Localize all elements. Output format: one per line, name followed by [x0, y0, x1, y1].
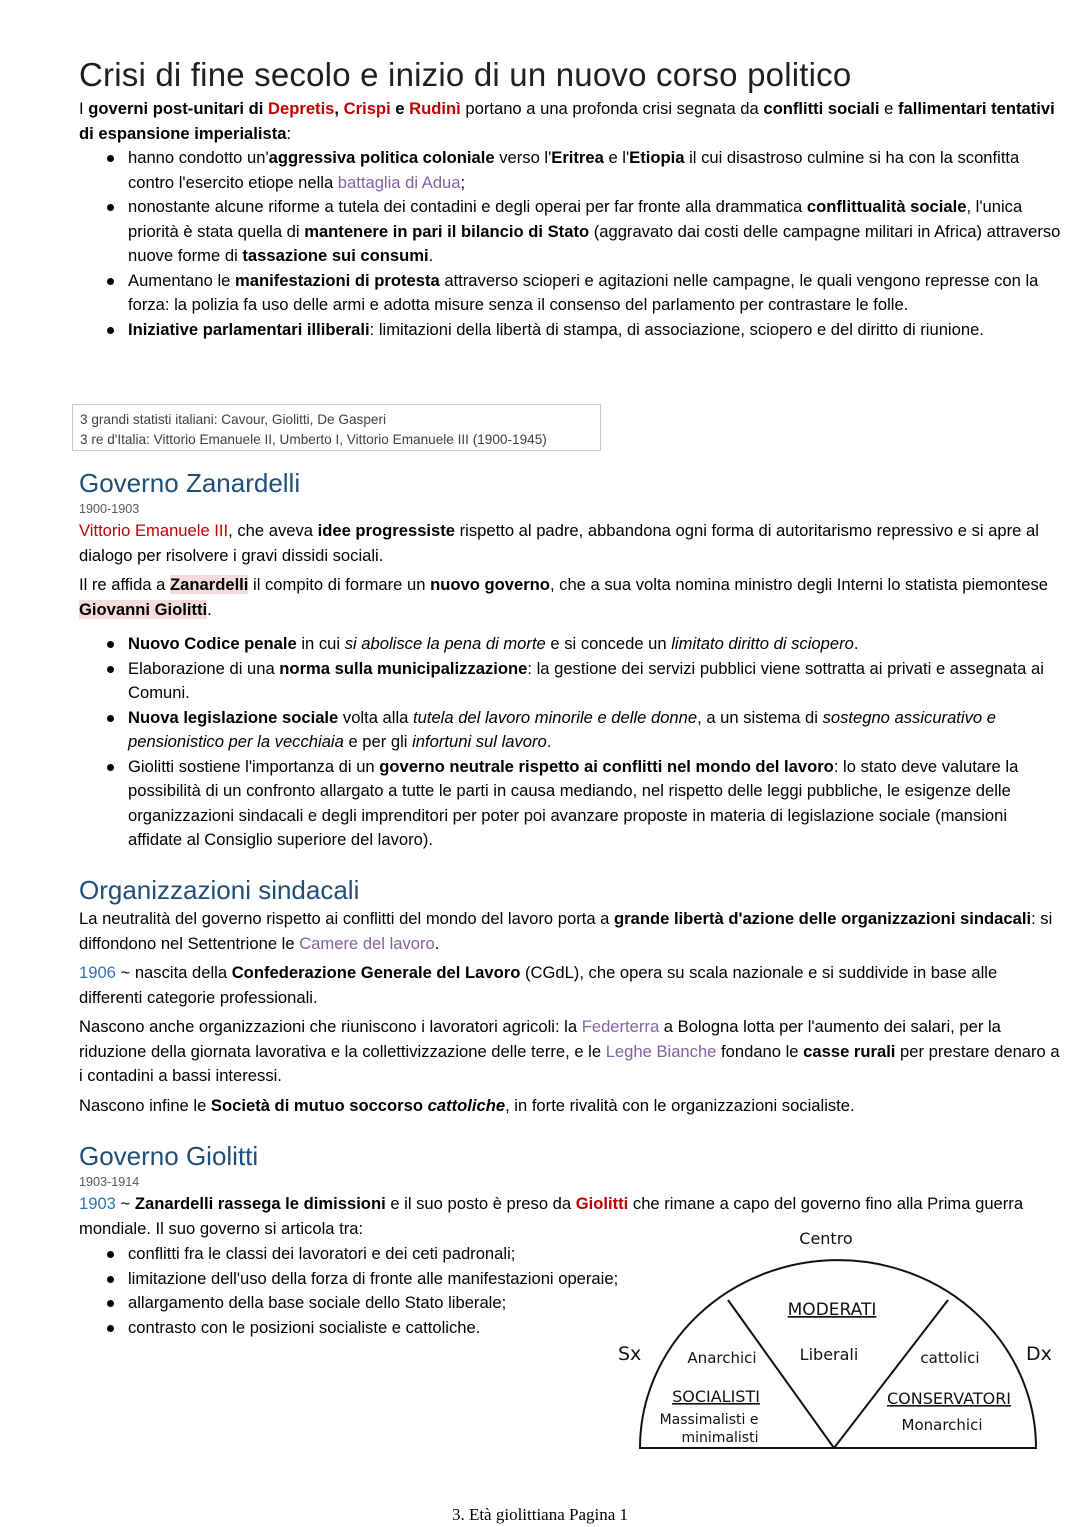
- highlight-giovanni-giolitti: Giovanni Giolitti: [79, 599, 208, 619]
- intro-paragraph: [79, 97, 1064, 146]
- link-federterra[interactable]: Federterra: [581, 1017, 660, 1036]
- link-camere-del-lavoro[interactable]: Camere del lavoro: [299, 933, 435, 953]
- link-leghe-bianche[interactable]: Leghe Bianche: [605, 1041, 717, 1061]
- list-item: nonostante alcune riforme a tutela dei contadini e degli operai per far fronte alla drammatica conflittualità sociale, l'unica priorità è stata quella di mantenere in pari il bilancio di Stato (aggravato dai costi delle campagne militari in Africa) attraverso nuove forme di tassazione sui consumi.: [79, 195, 1064, 269]
- label-liberali: Liberali: [799, 1345, 859, 1364]
- note-line: 3 re d'Italia: Vittorio Emanuele II, Umberto I, Vittorio Emanuele III (1900-1945): [80, 431, 547, 447]
- zanardelli-section: [79, 468, 1064, 853]
- zanardelli-bullet-list: [79, 632, 1064, 853]
- section-heading: Organizzazioni sindacali: [79, 875, 360, 905]
- paragraph: Vittorio Emanuele III, che aveva idee progressiste rispetto al padre, abbandona ogni forma di autoritarismo repressivo e si apre al dialogo per risolvere i gravi dissidi sociali.: [79, 521, 1039, 565]
- year-1903: 1903: [79, 1194, 116, 1213]
- list-item: hanno condotto un'aggressiva politica coloniale verso l'Eritrea e l'Etiopia il cui disastroso culmine si ha con la sconfitta contro l'esercito etiope nella battaglia di Adua;: [79, 146, 1064, 195]
- intro-section: [79, 97, 1064, 342]
- text: e: [390, 99, 410, 118]
- parliament-diagram: [610, 1220, 1060, 1460]
- name-depretis: Depretis: [268, 99, 335, 118]
- list-item: contrasto con le posizioni socialiste e cattoliche.: [79, 1316, 699, 1341]
- section-dates: 1900-1903: [79, 502, 140, 516]
- text: fallimentari tentativi di espansione imperialista: [79, 99, 1055, 143]
- semicircle-diagram-svg: [610, 1220, 1060, 1460]
- paragraph: 1903 ~ Zanardelli rassega le dimissioni e il suo posto è preso da Giolitti che rimane a capo del governo fino alla Prima guerra mondiale. Il suo governo si articola tra:: [79, 1194, 1024, 1238]
- name-crispi: Crispi: [343, 99, 391, 118]
- label-anarchici: Anarchici: [687, 1349, 757, 1367]
- label-monarchici: Monarchici: [901, 1416, 983, 1434]
- list-item: Nuova legislazione sociale volta alla tutela del lavoro minorile e delle donne, a un sistema di sostegno assicurativo e pensionistico per la vecchiaia e per gli infortuni sul lavoro.: [79, 706, 1064, 755]
- giolitti-bullet-list: [79, 1242, 699, 1340]
- text: ,: [334, 99, 344, 118]
- page-footer: 3. Età giolittiana Pagina 1: [451, 1505, 629, 1524]
- name-rudini: Rudinì: [409, 99, 461, 118]
- section-heading: Governo Giolitti: [79, 1141, 259, 1171]
- text: portano a una profonda crisi segnata da: [460, 99, 764, 118]
- label-moderati: MODERATI: [787, 1300, 877, 1320]
- paragraph: Nascono anche organizzazioni che riuniscono i lavoratori agricoli: la Federterra a Bologna lotta per l'aumento dei salari, per la riduzione della giornata lavorativa e la collettivizzazione delle terre, e le Leghe Bianche fondano le casse rurali per prestare denaro a i contadini a bassi interessi.: [79, 1017, 1060, 1085]
- note-box: [72, 404, 601, 451]
- text: conflitti sociali: [763, 99, 880, 118]
- list-item: conflitti fra le classi dei lavoratori e dei ceti padronali;: [79, 1242, 699, 1267]
- intro-bullet-list: [79, 146, 1064, 342]
- list-item: allargamento della base sociale dello Stato liberale;: [79, 1291, 699, 1316]
- list-item: Nuovo Codice penale in cui si abolisce la pena di morte e si concede un limitato diritto di sciopero.: [79, 632, 1064, 657]
- text: I: [79, 99, 89, 118]
- text: governi post-unitari di: [88, 99, 269, 118]
- highlight-zanardelli: Zanardelli: [170, 575, 249, 594]
- label-cattolici: cattolici: [920, 1349, 980, 1367]
- text: :: [286, 123, 292, 143]
- label-dx: Dx: [1026, 1343, 1052, 1365]
- note-line: 3 grandi statisti italiani: Cavour, Giolitti, De Gasperi: [80, 412, 386, 427]
- name-giolitti: Giolitti: [575, 1194, 629, 1213]
- label-centro: Centro: [799, 1229, 853, 1248]
- link-battaglia-di-adua[interactable]: battaglia di Adua: [337, 172, 461, 192]
- paragraph: La neutralità del governo rispetto ai conflitti del mondo del lavoro porta a grande libertà d'azione delle organizzazioni sindacali: si diffondono nel Settentrione le Camere del lavoro.: [79, 909, 1053, 953]
- section-dates: 1903-1914: [79, 1175, 140, 1189]
- list-item: limitazione dell'uso della forza di fronte alle manifestazioni operaie;: [79, 1267, 699, 1292]
- paragraph: 1906 ~ nascita della Confederazione Generale del Lavoro (CGdL), che opera su scala nazionale e si suddivide in base alle differenti categorie professionali.: [79, 963, 998, 1007]
- paragraph: Il re affida a Zanardelli il compito di formare un nuovo governo, che a sua volta nomina ministro degli Interni lo statista piemontese Giovanni Giolitti.: [79, 575, 1049, 619]
- page-title: Crisi di fine secolo e inizio di un nuovo corso politico: [79, 56, 852, 94]
- list-item: Aumentano le manifestazioni di protesta attraverso scioperi e agitazioni nelle campagne, le quali vengono represse con la forza: la polizia fa uso delle armi e adotta misure senza il consenso del parlamento per contrastare le folle.: [79, 269, 1064, 318]
- label-minimalisti: minimalisti: [681, 1430, 759, 1446]
- sindacati-section: [79, 875, 1064, 1118]
- label-socialisti: SOCIALISTI: [672, 1387, 760, 1406]
- text: e: [879, 99, 898, 118]
- list-item: Iniziative parlamentari illiberali: limitazioni della libertà di stampa, di associazione, sciopero e del diritto di riunione.: [79, 318, 1064, 343]
- paragraph: Nascono infine le Società di mutuo soccorso cattoliche, in forte rivalità con le organizzazioni socialiste.: [79, 1095, 855, 1115]
- year-1906: 1906: [79, 963, 116, 982]
- label-sx: Sx: [618, 1343, 642, 1365]
- name-vittorio-emanuele-iii: Vittorio Emanuele III: [79, 521, 229, 540]
- list-item: Giolitti sostiene l'importanza di un governo neutrale rispetto ai conflitti nel mondo del lavoro: lo stato deve valutare la possibilità di un confronto allargato a tutte le parti in causa mediando, nel rispetto delle leggi pubbliche, le esigenze delle organizzazioni sindacali e degli imprenditori per poter poi avanzare proposte in materia di legislazione sociale (mansioni affidate al Consiglio superiore del lavoro).: [79, 755, 1064, 853]
- list-item: Elaborazione di una norma sulla municipalizzazione: la gestione dei servizi pubblici viene sottratta ai privati e assegnata ai Comuni.: [79, 657, 1064, 706]
- label-massimalisti: Massimalisti e: [659, 1412, 759, 1428]
- label-conservatori: CONSERVATORI: [886, 1389, 1012, 1408]
- section-heading: Governo Zanardelli: [79, 468, 301, 498]
